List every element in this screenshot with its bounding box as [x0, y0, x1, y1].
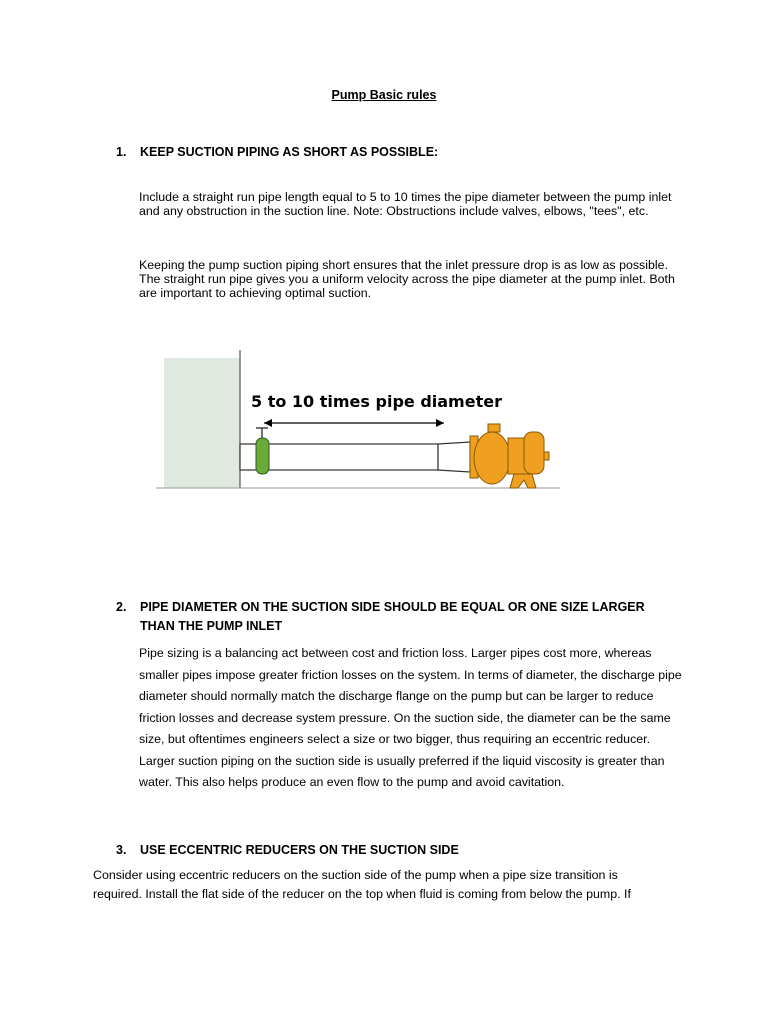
- section-2-paragraph-1: Pipe sizing is a balancing act between cost and friction loss. Larger pipes cost more, whereas smaller pipes impose greater friction losses on the system. In terms of diameter, the discharge pipe diameter should normally match the discharge flange on the pump but can be larger to reduce friction losses and decrease system pressure. On the suction side, the diameter can be the same size, but oftentimes engineers select a size or two bigger, thus requiring an eccentric reducer. Larger suction piping on the suction side is usually preferred if the liquid viscosity is greater than water. This also helps produce an even flow to the pump and avoid cavitation.: [139, 646, 682, 789]
- section-1-paragraph-1: Include a straight run pipe length equal to 5 to 10 times the pipe diameter between the pump inlet and any obstruction in the suction line. Note: Obstructions include valves, elbows, "tees", etc.: [139, 190, 672, 218]
- suction-pipe: [240, 444, 438, 470]
- tank-shape: [164, 358, 240, 488]
- valve-icon: [256, 438, 269, 474]
- page-title: Pump Basic rules: [331, 88, 437, 102]
- section-3-title: USE ECCENTRIC REDUCERS ON THE SUCTION SIDE: [140, 843, 459, 857]
- dimension-arrow-left-icon: [264, 419, 272, 427]
- section-1-number: 1.: [116, 145, 127, 159]
- dimension-label: 5 to 10 times pipe diameter: [251, 392, 502, 411]
- reducer-shape: [438, 442, 470, 472]
- pump-volute-icon: [474, 432, 510, 484]
- section-1-heading: [116, 143, 438, 162]
- section-2-title-line-1: PIPE DIAMETER ON THE SUCTION SIDE SHOULD BE EQUAL OR ONE SIZE LARGER: [140, 600, 645, 614]
- section-2-number: 2.: [116, 600, 127, 614]
- section-2-heading: [116, 598, 645, 617]
- dimension-arrow-right-icon: [436, 419, 444, 427]
- pump-motor-icon: [524, 432, 544, 474]
- pipe-diagram-svg: [140, 326, 560, 536]
- section-1-title: KEEP SUCTION PIPING AS SHORT AS POSSIBLE:: [140, 145, 439, 159]
- pump-shaft: [544, 452, 549, 460]
- pump-outlet: [488, 424, 500, 432]
- section-2-title-line-2: THAN THE PUMP INLET: [140, 619, 283, 633]
- section-3-number: 3.: [116, 843, 127, 857]
- pipe-diagram: [140, 326, 560, 536]
- section-3-paragraph-1: Consider using eccentric reducers on the suction side of the pump when a pipe size transition is required. Install the flat side of the reducer on the top when fluid is coming from below the pump. If: [93, 868, 631, 901]
- section-1-paragraph-2: Keeping the pump suction piping short ensures that the inlet pressure drop is as low as possible. The straight run pipe gives you a uniform velocity across the pipe diameter at the pump inlet. Both are important to achieving optimal suction.: [139, 258, 675, 300]
- section-3-heading: [116, 841, 459, 860]
- pump-base: [510, 474, 536, 488]
